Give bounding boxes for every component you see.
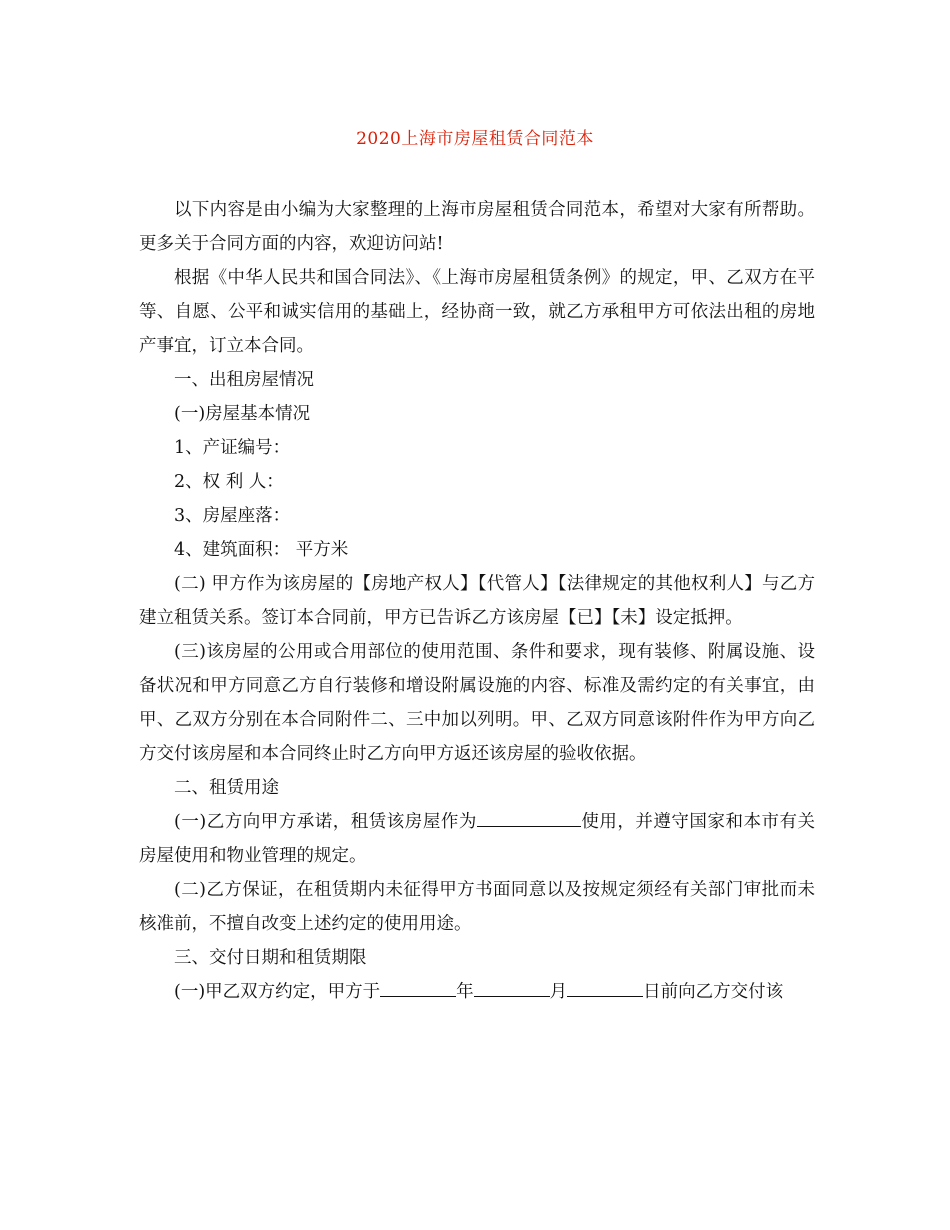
subsection-heading: (一)房屋基本情况 [174,404,311,424]
clause-text: (一)甲乙双方约定，甲方于 [174,982,381,1002]
section-heading: 三、交付日期和租赁期限 [174,948,367,968]
use-blank [477,806,581,827]
clause-text: (一)乙方向甲方承诺，租赁该房屋作为 [174,812,477,832]
document-body [139,193,815,1009]
intro-paragraph: 以下内容是由小编为大家整理的上海市房屋租赁合同范本，希望对大家有所帮助。更多关于合同方面的内容，欢迎访问站! [139,200,815,254]
section-heading: 一、出租房屋情况 [174,370,314,390]
year-label: 年 [456,982,474,1002]
clause-text: 使用，并遵守国家和本市有关房屋使用和物业管理的规定。 [139,812,816,866]
clause-text: 日前向乙方交付该 [643,982,784,1002]
field-floor-area: 4、建筑面积： 平方米 [174,540,349,560]
field-rights-holder: 2、权 利 人： [174,472,284,492]
delivery-clause-paragraph [139,975,815,1009]
section-heading: 二、租赁用途 [174,778,279,798]
document-title: 2020上海市房屋租赁合同范本 [356,129,594,149]
field-house-location: 3、房屋座落： [174,506,291,526]
basis-paragraph: 根据《中华人民共和国合同法》、《上海市房屋租赁条例》的规定，甲、乙双方在平等、自愿、公平和诚实信用的基础上，经协商一致，就乙方承租甲方可依法出租的房地产事宜，订立本合同。 [139,268,815,356]
month-blank [474,976,550,997]
day-blank [567,976,643,997]
clause-paragraph: (二)乙方保证，在租赁期内未征得甲方书面同意以及按规定须经有关部门审批而未核准前，不擅自改变上述约定的使用用途。 [139,880,815,934]
use-clause-paragraph [139,805,815,873]
clause-paragraph: (三)该房屋的公用或合用部位的使用范围、条件和要求，现有装修、附属设施、设备状况和甲方同意乙方自行装修和增设附属设施的内容、标准及需约定的有关事宜，由甲、乙双方分别在本合同附件二、三中加以列明。甲、乙双方同意该附件作为甲方向乙方交付该房屋和本合同终止时乙方向甲方返还该房屋的验收依据。 [139,642,815,764]
clause-paragraph: (二) 甲方作为该房屋的【房地产权人】【代管人】【法律规定的其他权利人】与乙方建立租赁关系。签订本合同前，甲方已告诉乙方该房屋【已】【未】设定抵押。 [139,574,815,628]
month-label: 月 [549,982,568,1002]
year-blank [380,976,456,997]
field-certificate-number: 1、产证编号： [174,438,291,458]
